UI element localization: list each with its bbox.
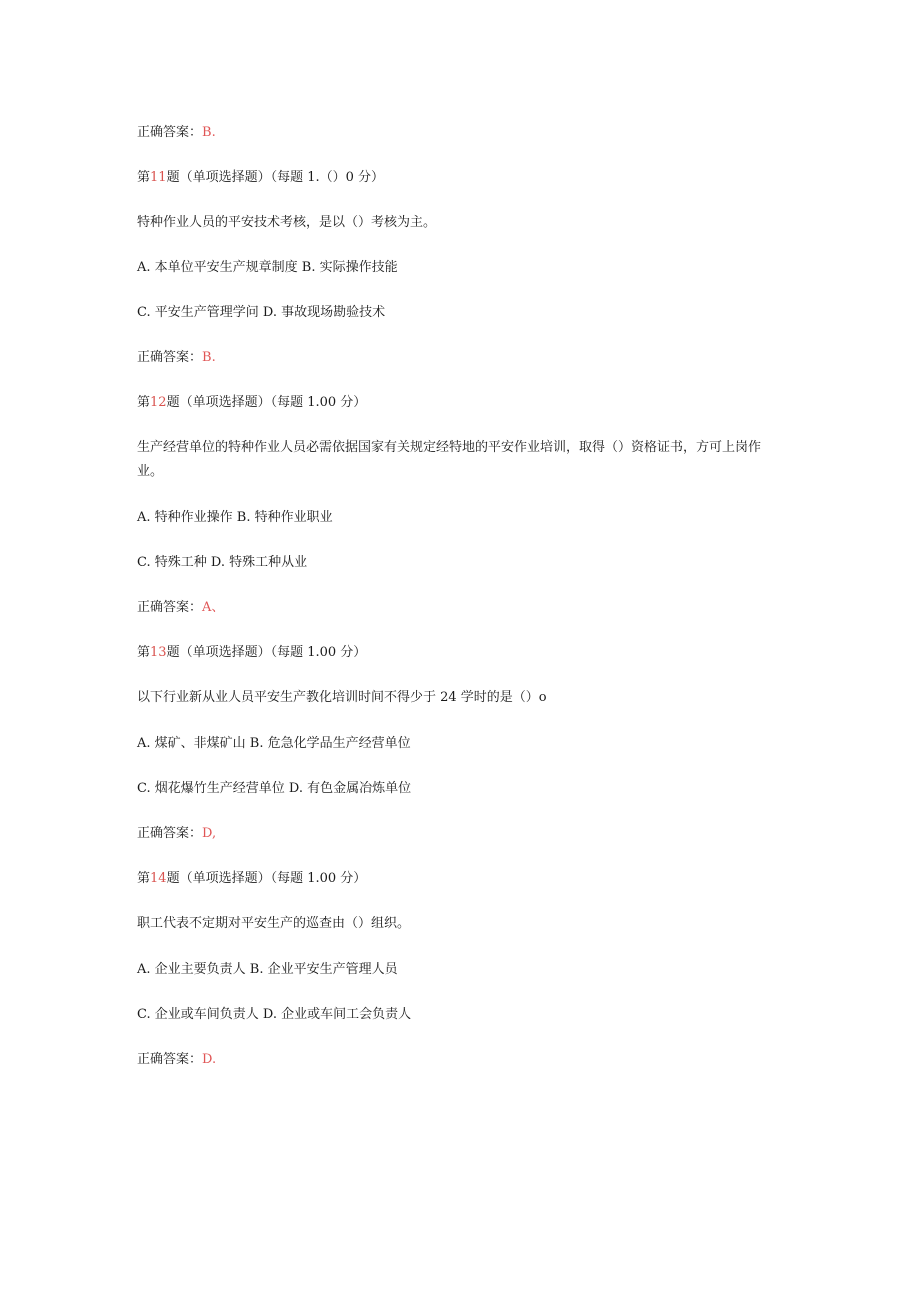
question-options-ab-14: A. 企业主要负责人 B. 企业平安生产管理人员 (137, 962, 398, 977)
answer-line-10 (137, 122, 216, 144)
question-options-cd-14: C. 企业或车间负责人 D. 企业或车间工会负责人 (137, 1007, 412, 1022)
question-options-ab-11: A. 本单位平安生产规章制度 B. 实际操作技能 (137, 260, 398, 275)
question-header-12 (137, 392, 366, 414)
answer-line-12 (137, 597, 224, 619)
question-prefix: 第 (137, 395, 151, 410)
answer-value: D, (202, 826, 217, 841)
question-number: 13 (150, 645, 167, 660)
answer-label: 正确答案： (137, 600, 203, 615)
question-stem-13: 以下行业新从业人员平安生产教化培训时间不得少于 24 学时的是（）o (137, 690, 547, 705)
question-prefix: 第 (137, 645, 151, 660)
question-stem-14: 职工代表不定期对平安生产的巡查由（）组织。 (137, 916, 411, 931)
answer-label: 正确答案： (137, 1052, 203, 1067)
answer-label: 正确答案： (137, 350, 203, 365)
answer-value: B. (202, 350, 216, 365)
question-options-cd-12: C. 特殊工种 D. 特殊工种从业 (137, 555, 308, 570)
question-number: 11 (150, 170, 167, 185)
question-number: 14 (150, 871, 167, 886)
question-options-ab-12: A. 特种作业操作 B. 特种作业职业 (137, 510, 333, 525)
question-header-13 (137, 642, 366, 664)
answer-value: D. (202, 1052, 217, 1067)
question-meta: 题（单项选择题）（每题 1.（）0 分） (166, 170, 385, 185)
answer-label: 正确答案： (137, 826, 203, 841)
answer-label: 正确答案： (137, 125, 203, 140)
question-options-cd-11: C. 平安生产管理学问 D. 事故现场勘验技术 (137, 305, 386, 320)
question-header-11 (137, 167, 384, 189)
answer-line-11 (137, 347, 216, 369)
question-prefix: 第 (137, 170, 151, 185)
question-number: 12 (150, 395, 167, 410)
answer-line-14 (137, 1049, 216, 1071)
question-meta: 题（单项选择题）（每题 1.00 分） (166, 645, 367, 660)
question-stem-11: 特种作业人员的平安技术考核，是以（）考核为主。 (137, 215, 437, 230)
question-meta: 题（单项选择题）（每题 1.00 分） (166, 871, 367, 886)
question-stem-12: 生产经营单位的特种作业人员必需依据国家有关规定经特地的平安作业培训，取得（）资格证书，方可上岗作业。 (137, 440, 762, 479)
question-options-cd-13: C. 烟花爆竹生产经营单位 D. 有色金属冶炼单位 (137, 781, 412, 796)
question-prefix: 第 (137, 871, 151, 886)
answer-value: B. (202, 125, 216, 140)
answer-line-13 (137, 823, 216, 845)
question-options-ab-13: A. 煤矿、非煤矿山 B. 危急化学品生产经营单位 (137, 736, 411, 751)
question-header-14 (137, 868, 366, 890)
question-meta: 题（单项选择题）（每题 1.00 分） (166, 395, 367, 410)
answer-value: A、 (202, 600, 225, 615)
